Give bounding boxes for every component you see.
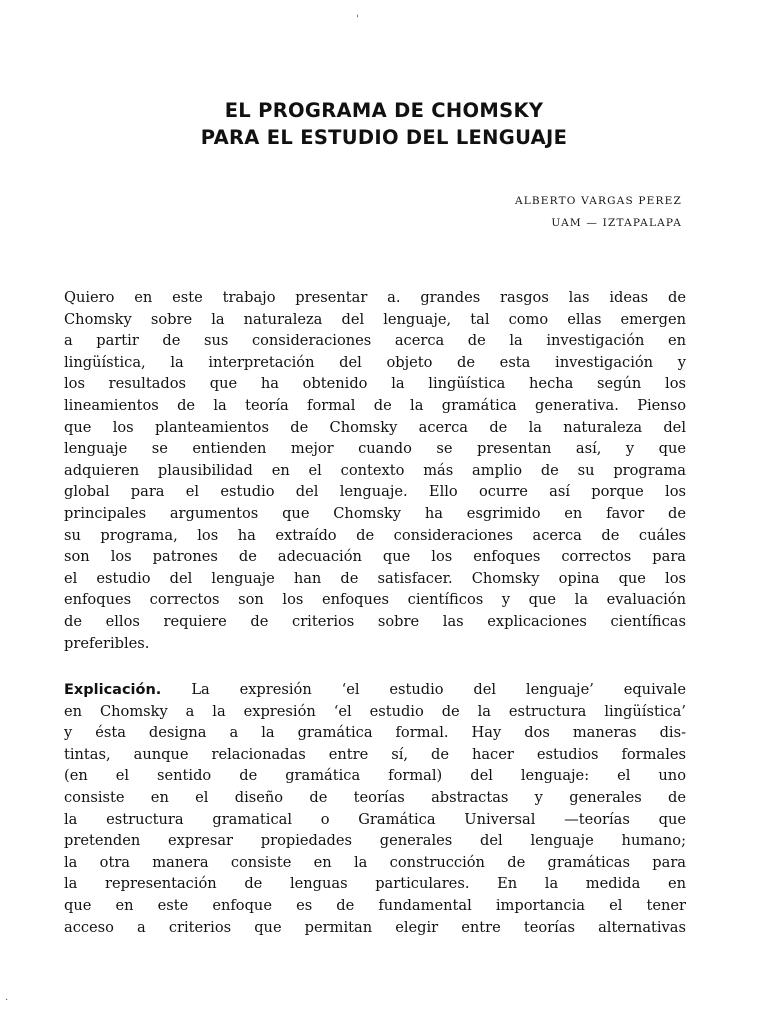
text-line: lingüística, la interpretación del objeto de esta investigación y bbox=[64, 353, 686, 371]
text-line: adquieren plausibilidad en el contexto más amplio de su programa bbox=[64, 461, 686, 479]
title-line-1: EL PROGRAMA DE CHOMSKY bbox=[224, 99, 544, 122]
text-line: el estudio del lenguaje han de satisfacer. Chomsky opina que los bbox=[64, 569, 686, 587]
text-line: la otra manera consiste en la construcción de gramáticas para bbox=[64, 853, 686, 871]
text-line: principales argumentos que Chomsky ha esgrimido en favor de bbox=[64, 504, 686, 522]
document-title bbox=[0, 97, 768, 151]
author-name: ALBERTO VARGAS PEREZ bbox=[514, 195, 682, 207]
scan-speck: ' bbox=[356, 14, 359, 25]
text-line: Chomsky sobre la naturaleza del lenguaje, tal como ellas emergen bbox=[64, 310, 686, 328]
text-line: que en este enfoque es de fundamental importancia el tener bbox=[64, 896, 686, 914]
paragraph-explicacion bbox=[64, 679, 686, 938]
author-block bbox=[515, 190, 682, 234]
text-line: en Chomsky a la expresión ‘el estudio de la estructura lingüística’ bbox=[64, 702, 686, 720]
text-line-with-lead bbox=[64, 679, 686, 701]
text-line: enfoques correctos son los enfoques científicos y que la evaluación bbox=[64, 591, 686, 609]
scan-speck: · bbox=[5, 995, 9, 1006]
text-line: la estructura gramatical o Gramática Universal —teorías que bbox=[64, 810, 686, 828]
text-line: su programa, los ha extraído de consideraciones acerca de cuáles bbox=[64, 526, 686, 544]
text-line-rest: La expresión ‘el estudio del lenguaje’ equivale bbox=[191, 681, 686, 698]
paragraph-intro bbox=[64, 287, 686, 654]
text-line: tintas, aunque relacionadas entre sí, de hacer estudios formales bbox=[64, 745, 686, 763]
text-line: Quiero en este trabajo presentar a. grandes rasgos las ideas de bbox=[64, 289, 686, 306]
text-line: lenguaje se entienden mejor cuando se presentan así, y que bbox=[64, 440, 686, 458]
section-lead: Explicación. bbox=[64, 682, 162, 698]
text-line: consiste en el diseño de teorías abstractas y generales de bbox=[64, 788, 686, 806]
text-line: global para el estudio del lenguaje. Ello ocurre así porque los bbox=[64, 483, 686, 501]
text-line: acceso a criterios que permitan elegir entre teorías alternativas bbox=[64, 918, 686, 936]
text-line: que los planteamientos de Chomsky acerca de la naturaleza del bbox=[64, 418, 686, 436]
text-line: lineamientos de la teoría formal de la gramática generativa. Pienso bbox=[64, 396, 686, 414]
text-line: los resultados que ha obtenido la lingüística hecha según los bbox=[64, 375, 686, 393]
text-line: la representación de lenguas particulares. En la medida en bbox=[64, 875, 686, 893]
text-line: a partir de sus consideraciones acerca de la investigación en bbox=[64, 332, 686, 350]
text-line: y ésta designa a la gramática formal. Hay dos maneras dis- bbox=[64, 724, 686, 742]
text-line: son los patrones de adecuación que los enfoques correctos para bbox=[64, 548, 686, 566]
title-line-2: PARA EL ESTUDIO DEL LENGUAJE bbox=[200, 126, 568, 149]
text-line: pretenden expresar propiedades generales del lenguaje humano; bbox=[64, 832, 686, 850]
author-affiliation: UAM — IZTAPALAPA bbox=[551, 217, 682, 229]
text-line: preferibles. bbox=[64, 634, 150, 652]
text-line: (en el sentido de gramática formal) del lenguaje: el uno bbox=[64, 767, 686, 785]
text-line: de ellos requiere de criterios sobre las explicaciones científicas bbox=[64, 612, 686, 630]
